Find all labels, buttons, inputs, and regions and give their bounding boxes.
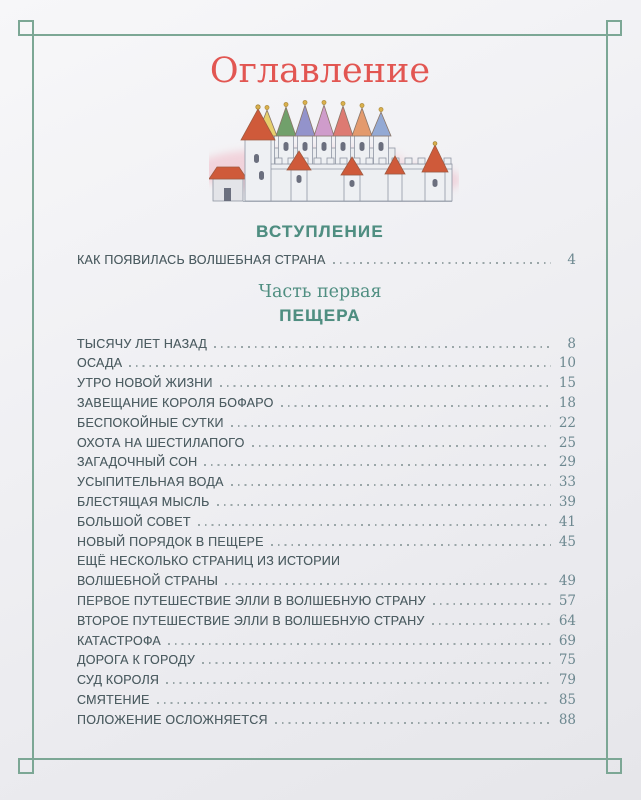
frame-corner-square-top-left [18,20,34,36]
toc-entry-label: БЛЕСТЯЩАЯ МЫСЛЬ [77,495,210,510]
toc-entry-page: 39 [558,494,576,511]
toc-entry-row [77,571,576,591]
dotted-leader [333,262,551,264]
frame-corner-square-bottom-right [606,758,622,774]
toc-sections [34,220,606,730]
toc-entry-label: ТЫСЯЧУ ЛЕТ НАЗАД [77,336,208,351]
toc-entry-page: 75 [558,652,576,669]
castle-structures [209,100,452,201]
toc-entry-row [77,532,576,552]
section-heading: ВСТУПЛЕНИЕ [256,222,384,241]
toc-entry-row [77,631,576,651]
dotted-leader [432,623,551,625]
toc-entry-page: 64 [558,612,576,629]
toc-entry-label: УСЫПИТЕЛЬНАЯ ВОДА [77,475,224,490]
toc-entry-page: 45 [558,533,576,550]
dotted-leader [129,365,551,367]
section-entries [77,334,576,730]
toc-entry-label: ВОЛШЕБНОЙ СТРАНЫ [77,574,219,589]
dotted-leader [231,425,551,427]
toc-entry-label: ДОРОГА К ГОРОДУ [77,653,196,668]
toc-entry-row [77,373,576,393]
dotted-leader [214,346,551,348]
toc-entry-label: БЕСПОКОЙНЫЕ СУТКИ [77,415,224,430]
toc-entry-page: 29 [558,454,576,471]
section-heading: ПЕЩЕРА [279,305,361,325]
toc-entry-row [77,690,576,710]
toc-entry-row [77,710,576,730]
toc-entry-page: 33 [558,474,576,491]
toc-entry-label: КАК ПОЯВИЛАСЬ ВОЛШЕБНАЯ СТРАНА [77,252,326,267]
toc-entry-row [77,393,576,413]
castle-illustration [34,96,606,206]
toc-entry-label: ЕЩЁ НЕСКОЛЬКО СТРАНИЦ ИЗ ИСТОРИИ [77,554,341,569]
toc-section [34,280,606,730]
dotted-leader [204,464,551,466]
toc-entry-row [77,492,576,512]
frame-corner-square-top-right [606,20,622,36]
toc-entry-label: ВТОРОЕ ПУТЕШЕСТВИЕ ЭЛЛИ В ВОЛШЕБНУЮ СТРАНУ [77,613,425,628]
toc-entry-page: 69 [558,632,576,649]
dotted-leader [202,662,551,664]
dotted-leader [198,524,551,526]
table-of-contents [34,220,606,730]
dotted-leader [217,504,551,506]
toc-entry-label: ЗАГАДОЧНЫЙ СОН [77,455,198,470]
toc-entry-page: 25 [558,434,576,451]
toc-entry-page: 18 [558,395,576,412]
toc-entry-page: 79 [558,672,576,689]
toc-entry-row [77,472,576,492]
toc-entry-label: КАТАСТРОФА [77,633,162,648]
toc-entry-page: 88 [558,711,576,728]
dotted-leader [157,702,551,704]
toc-entry-row [77,552,576,572]
toc-entry-label: ПЕРВОЕ ПУТЕШЕСТВИЕ ЭЛЛИ В ВОЛШЕБНУЮ СТРАНУ [77,594,426,609]
dotted-leader [281,405,551,407]
page-content [34,36,606,754]
toc-entry-label: БОЛЬШОЙ СОВЕТ [77,514,191,529]
toc-entry-label: СУД КОРОЛЯ [77,673,160,688]
section-heading: Часть первая [258,281,382,302]
toc-entry-page: 57 [558,593,576,610]
toc-entry-label: ОХОТА НА ШЕСТИЛАПОГО [77,435,245,450]
toc-entry-row [77,250,576,270]
castle-drawing [209,96,459,206]
toc-entry-label: НОВЫЙ ПОРЯДОК В ПЕЩЕРЕ [77,534,264,549]
toc-entry-row [77,334,576,354]
section-headings [34,220,606,244]
toc-entry-label: ЗАВЕЩАНИЕ КОРОЛЯ БОФАРО [77,396,274,411]
toc-entry-label: ПОЛОЖЕНИЕ ОСЛОЖНЯЕТСЯ [77,712,268,727]
toc-entry-page: 10 [558,355,576,372]
toc-section [34,220,606,270]
toc-entry-page: 49 [558,573,576,590]
dotted-leader [252,445,551,447]
dotted-leader [231,484,551,486]
toc-entry-page: 41 [558,513,576,530]
toc-entry-row [77,433,576,453]
toc-entry-row [77,591,576,611]
left-outbuilding [209,167,247,201]
toc-entry-row [77,611,576,631]
dotted-leader [271,544,551,546]
toc-entry-label: ОСАДА [77,356,123,371]
toc-entry-page: 22 [558,414,576,431]
toc-entry-row [77,670,576,690]
toc-entry-row [77,651,576,671]
section-headings [34,280,606,328]
toc-entry-page: 4 [567,251,576,268]
dotted-leader [433,603,551,605]
toc-entry-row [77,512,576,532]
toc-entry-label: УТРО НОВОЙ ЖИЗНИ [77,376,213,391]
frame-corner-square-bottom-left [18,758,34,774]
toc-entry-label: СМЯТЕНИЕ [77,693,150,708]
right-small-tower [422,142,448,201]
dotted-leader [275,722,551,724]
toc-entry-row [77,413,576,433]
dotted-leader [225,583,551,585]
toc-entry-row [77,354,576,374]
dotted-leader [220,385,551,387]
toc-entry-row [77,453,576,473]
toc-entry-page: 85 [558,692,576,709]
dotted-leader [168,643,551,645]
dotted-leader [166,682,551,684]
section-entries [77,250,576,270]
page-title: Оглавление [209,51,431,91]
toc-entry-page: 15 [558,375,576,392]
toc-entry-page: 8 [567,335,576,352]
